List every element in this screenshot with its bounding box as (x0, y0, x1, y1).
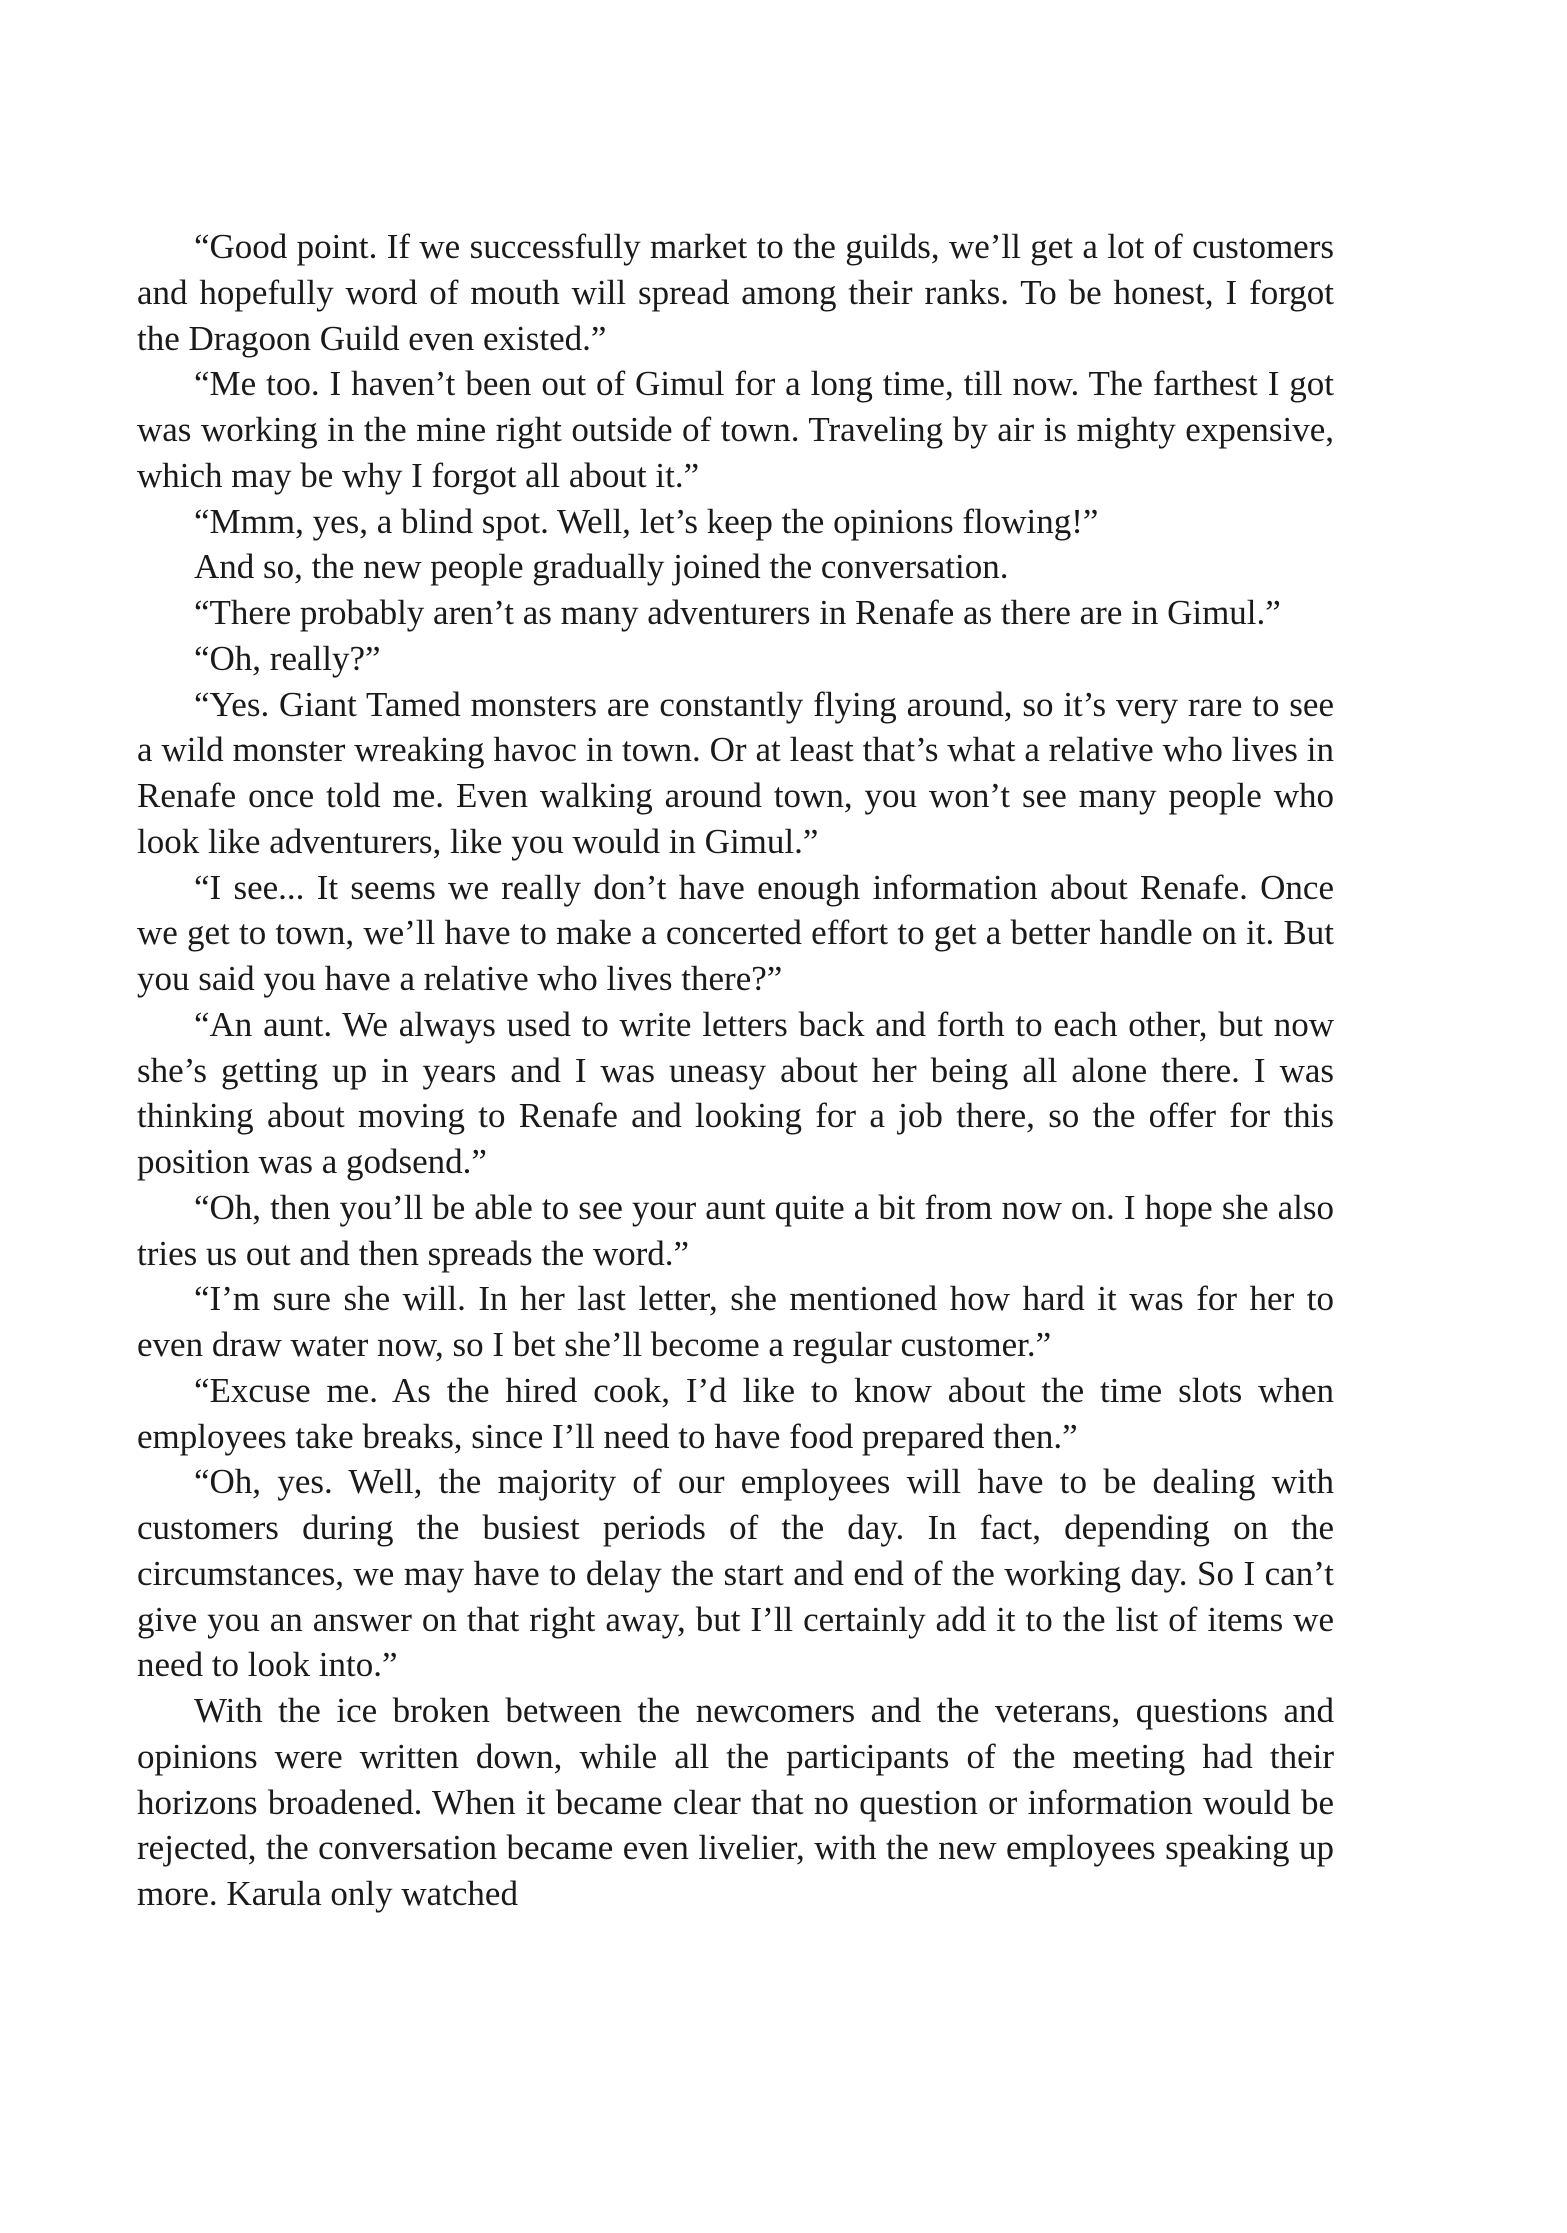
paragraph: “There probably aren’t as many adventurers in Renafe as there are in Gimul.” (194, 593, 1281, 632)
paragraph: “Good point. If we successfully market to the guilds, we’ll get a lot of customers and hopefully word of mouth will spread among their ranks. To be honest, I forgot the Dragoon Guild even existed.” (137, 227, 1334, 358)
book-page-body (137, 224, 1334, 1917)
paragraph: “I’m sure she will. In her last letter, she mentioned how hard it was for her to even draw water now, so I bet she’ll become a regular customer.” (137, 1279, 1334, 1364)
paragraph: “Oh, yes. Well, the majority of our employees will have to be dealing with customers during the busiest periods of the day. In fact, depending on the circumstances, we may have to delay the start and end of the working day. So I can’t give you an answer on that right away, but I’ll certainly add it to the list of items we need to look into.” (137, 1462, 1334, 1685)
paragraph: “Mmm, yes, a blind spot. Well, let’s keep the opinions flowing!” (194, 501, 1099, 541)
paragraph: And so, the new people gradually joined the conversation. (194, 547, 1009, 587)
paragraph: “Yes. Giant Tamed monsters are constantly flying around, so it’s very rare to see a wild monster wreaking havoc in town. Or at least that’s what a relative who lives in Renafe once told me. Even walking around town, you won’t see many people who look like adventurers, like you would in Gimul.” (137, 684, 1334, 861)
paragraph: “Oh, really?” (194, 638, 381, 678)
paragraph: “Excuse me. As the hired cook, I’d like to know about the time slots when employees take breaks, since I’ll need to have food prepared then.” (137, 1370, 1334, 1456)
paragraph: “An aunt. We always used to write letters back and forth to each other, but now she’s getting up in years and I was uneasy about her being all alone there. I was thinking about moving to Renafe and looking for a job there, so the offer for this position was a godsend.” (137, 1004, 1334, 1181)
paragraph: “Me too. I haven’t been out of Gimul for a long time, till now. The farthest I got was working in the mine right outside of town. Traveling by air is mighty expensive, which may be why I forgot all about it.” (137, 364, 1334, 495)
paragraph: “I see... It seems we really don’t have enough information about Renafe. Once we get to town, we’ll have to make a concerted effort to get a better handle on it. But you said you have a relative who lives there?” (137, 867, 1334, 998)
paragraph-continued: With the ice broken between the newcomers and the veterans, questions and opinions were written down, while all the participants of the meeting had their horizons broadened. When it became clear that no question or information would be rejected, the conversation became even livelier, with the new employees speaking up more. Karula only watched (137, 1691, 1334, 1913)
paragraph: “Oh, then you’ll be able to see your aunt quite a bit from now on. I hope she also tries us out and then spreads the word.” (137, 1187, 1334, 1273)
